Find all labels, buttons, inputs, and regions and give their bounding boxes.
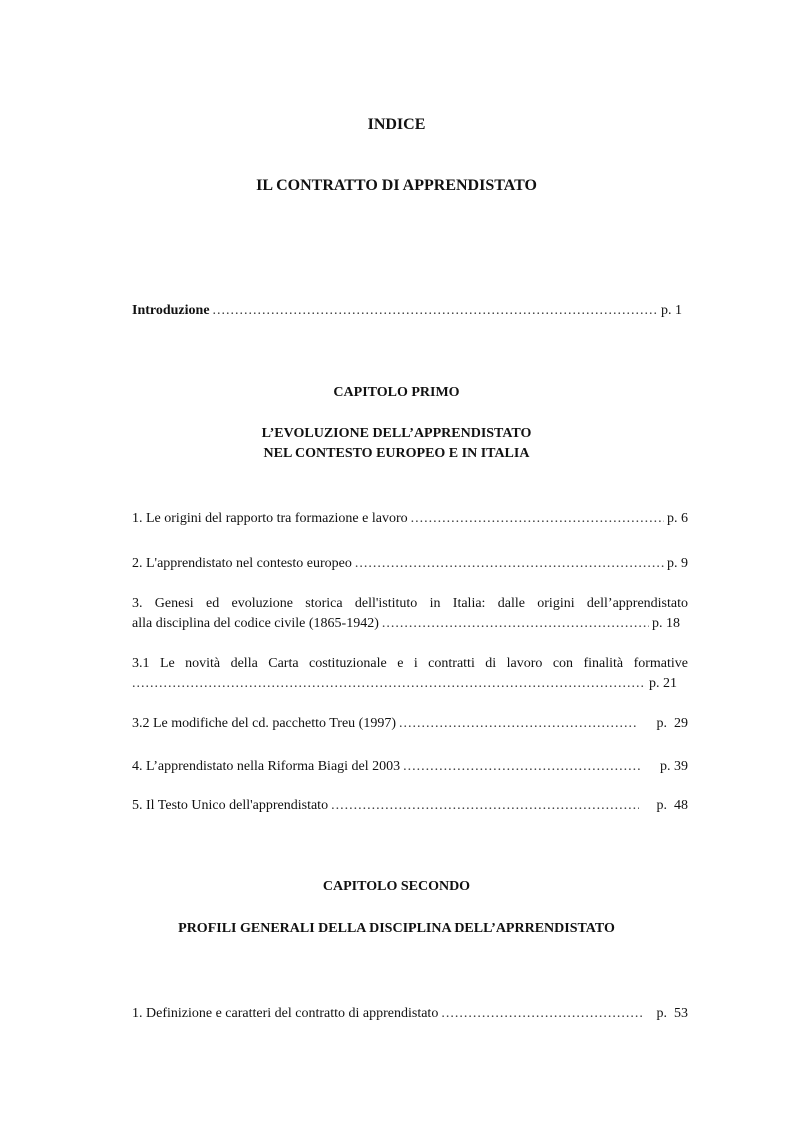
toc-entry-line1: 3.1 Le novità della Carta costituzionale e i contratti di lavoro con finalità formative: [132, 656, 688, 671]
toc-entry-page: p. 21: [649, 676, 677, 691]
dot-leader: [411, 509, 664, 529]
toc-entry-page: p. 1: [661, 303, 682, 318]
dot-leader: [441, 1004, 641, 1024]
toc-entry-label: alla disciplina del codice civile (1865-1942): [132, 616, 379, 631]
toc-entry-introduzione: [132, 301, 682, 321]
toc-entry-page: p. 39: [660, 759, 688, 774]
toc-entry-label: 4. L’apprendistato nella Riforma Biagi del 2003: [132, 759, 401, 774]
document-subtitle: IL CONTRATTO DI APPRENDISTATO: [256, 177, 537, 194]
toc-entry: [132, 796, 688, 816]
toc-entry-line1: 3. Genesi ed evoluzione storica dell'istituto in Italia: dalle origini dell’apprendistato: [132, 596, 688, 611]
toc-entry-label: 5. Il Testo Unico dell'apprendistato: [132, 798, 329, 813]
toc-entry-page: p. 53: [656, 1006, 688, 1021]
toc-entry-label: 2. L'apprendistato nel contesto europeo: [132, 556, 352, 571]
chapter-title: L’EVOLUZIONE DELL’APPRENDISTATO: [261, 426, 532, 441]
dot-leader: [403, 757, 640, 777]
toc-entry-label: 3.2 Le modifiche del cd. pacchetto Treu (1997): [132, 716, 396, 731]
toc-entry: [132, 509, 688, 529]
toc-entry: [132, 714, 688, 734]
toc-entry: [132, 614, 680, 634]
dot-leader: [399, 714, 637, 734]
dot-leader: [213, 301, 658, 321]
dot-leader: [132, 674, 646, 694]
toc-entry: [132, 674, 677, 694]
toc-entry-label: 1. Le origini del rapporto tra formazione e lavoro: [132, 511, 408, 526]
toc-entry-page: p. 6: [667, 511, 688, 526]
chapter-heading: CAPITOLO PRIMO: [333, 385, 460, 400]
chapter-title: NEL CONTESTO EUROPEO E IN ITALIA: [263, 446, 530, 461]
toc-title: INDICE: [367, 116, 426, 133]
dot-leader: [382, 614, 649, 634]
chapter-title: PROFILI GENERALI DELLA DISCIPLINA DELL’APRRENDISTATO: [178, 921, 615, 936]
toc-entry-label: Introduzione: [132, 303, 210, 318]
toc-entry-label: 1. Definizione e caratteri del contratto di apprendistato: [132, 1006, 439, 1021]
toc-entry: [132, 1004, 688, 1024]
toc-entry: [132, 757, 688, 777]
toc-entry-page: p. 48: [656, 798, 688, 813]
chapter-heading: CAPITOLO SECONDO: [322, 879, 471, 894]
toc-entry-page: p. 29: [656, 716, 688, 731]
toc-entry: [132, 554, 688, 574]
toc-entry-page: p. 18: [652, 616, 680, 631]
dot-leader: [331, 796, 638, 816]
toc-entry-page: p. 9: [667, 556, 688, 571]
dot-leader: [355, 554, 664, 574]
